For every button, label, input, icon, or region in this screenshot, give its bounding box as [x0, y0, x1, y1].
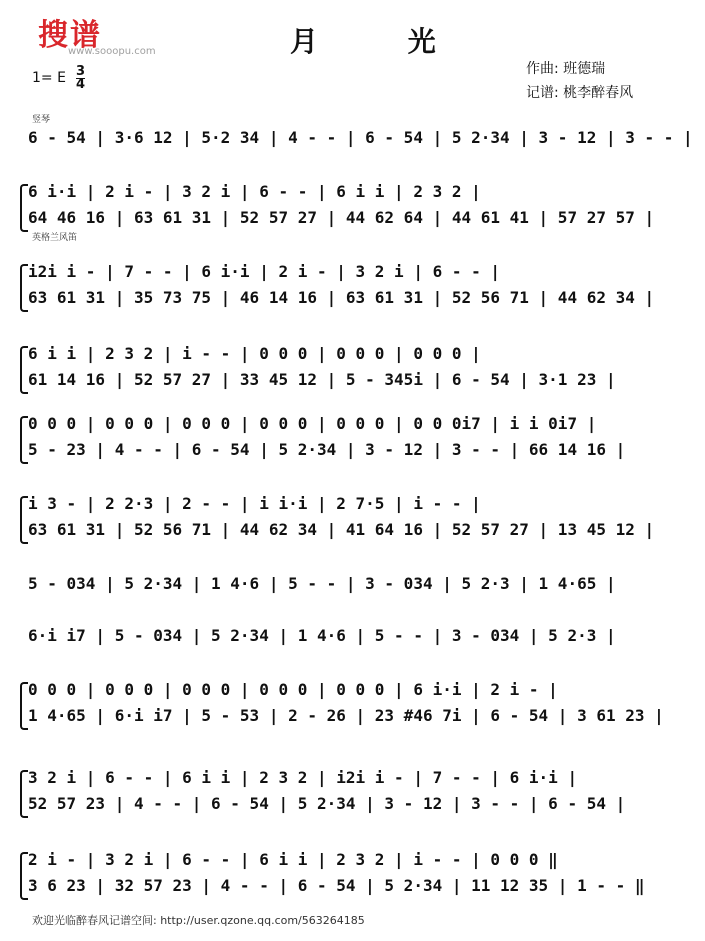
melody-line: 0 0 0 | 0 0 0 | 0 0 0 | 0 0 0 | 0 0 0 | 6 i·i | 2 i - | [28, 680, 558, 699]
time-numerator: 3 [76, 64, 86, 79]
sooopu-logo [30, 8, 156, 60]
melody-line: 3 2 i | 6 - - | 6 i i | 2 3 2 | i2i i - | 7 - - | 6 i·i | [28, 768, 578, 787]
system-bracket [20, 496, 28, 544]
logo-text: 搜谱 [38, 18, 102, 53]
accompaniment-line: 61 14 16 | 52 57 27 | 33 45 12 | 5 - 345i | 6 - 54 | 3·1 23 | [28, 370, 616, 389]
system-bracket [20, 184, 28, 232]
melody-line: i 3 - | 2 2·3 | 2 - - | i i·i | 2 7·5 | i - - | [28, 494, 481, 513]
accompaniment-line: 64 46 16 | 63 61 31 | 52 57 27 | 44 62 64 | 44 61 41 | 57 27 57 | [28, 208, 655, 227]
melody-line: 6 i i | 2 3 2 | i - - | 0 0 0 | 0 0 0 | 0 0 0 | [28, 344, 481, 363]
time-signature [76, 66, 85, 91]
melody-line: i2i i - | 7 - - | 6 i·i | 2 i - | 3 2 i | 6 - - | [28, 262, 501, 281]
melody-line: 6 i·i | 2 i - | 3 2 i | 6 - - | 6 i i | 2 3 2 | [28, 182, 481, 201]
composer-credit: 作曲: 班德瑞 [526, 61, 606, 77]
melody-line: 6·i i7 | 5 - 034 | 5 2·34 | 1 4·6 | 5 - - | 3 - 034 | 5 2·3 | [28, 626, 616, 645]
system-bracket [20, 770, 28, 818]
accompaniment-line: 63 61 31 | 35 73 75 | 46 14 16 | 63 61 31 | 52 56 71 | 44 62 34 | [28, 288, 655, 307]
key-signature: 1= E [32, 70, 66, 86]
time-denominator: 4 [76, 77, 86, 92]
logo-url: www.sooopu.com [68, 46, 156, 57]
system-bracket [20, 346, 28, 394]
system-bracket [20, 416, 28, 464]
accompaniment-line: 63 61 31 | 52 56 71 | 44 62 34 | 41 64 16 | 52 57 27 | 13 45 12 | [28, 520, 655, 539]
melody-line: 0 0 0 | 0 0 0 | 0 0 0 | 0 0 0 | 0 0 0 | 0 0 0i7 | i i 0i7 | [28, 414, 597, 433]
song-title: 月 光 [290, 25, 476, 58]
instrument-flute: 英格兰风笛 [32, 233, 78, 243]
transcriber-credit: 记谱: 桃李醉春风 [526, 85, 634, 101]
melody-line: 6 - 54 | 3·6 12 | 5·2 34 | 4 - - | 6 - 54 | 5 2·34 | 3 - 12 | 3 - - | [28, 128, 693, 147]
accompaniment-line: 3 6 23 | 32 57 23 | 4 - - | 6 - 54 | 5 2·34 | 11 12 35 | 1 - - ‖ [28, 876, 645, 895]
system-bracket [20, 264, 28, 312]
instrument-harp: 竖琴 [32, 115, 51, 125]
melody-line: 2 i - | 3 2 i | 6 - - | 6 i i | 2 3 2 | i - - | 0 0 0 ‖ [28, 850, 558, 869]
melody-line: 5 - 034 | 5 2·34 | 1 4·6 | 5 - - | 3 - 034 | 5 2·3 | 1 4·65 | [28, 574, 616, 593]
accompaniment-line: 5 - 23 | 4 - - | 6 - 54 | 5 2·34 | 3 - 12 | 3 - - | 66 14 16 | [28, 440, 626, 459]
accompaniment-line: 1 4·65 | 6·i i7 | 5 - 53 | 2 - 26 | 23 #46 7i | 6 - 54 | 3 61 23 | [28, 706, 664, 725]
footer-link: 欢迎光临醉春风记谱空间: http://user.qzone.qq.com/563264185 [32, 914, 365, 927]
system-bracket [20, 682, 28, 730]
accompaniment-line: 52 57 23 | 4 - - | 6 - 54 | 5 2·34 | 3 - 12 | 3 - - | 6 - 54 | [28, 794, 626, 813]
system-bracket [20, 852, 28, 900]
